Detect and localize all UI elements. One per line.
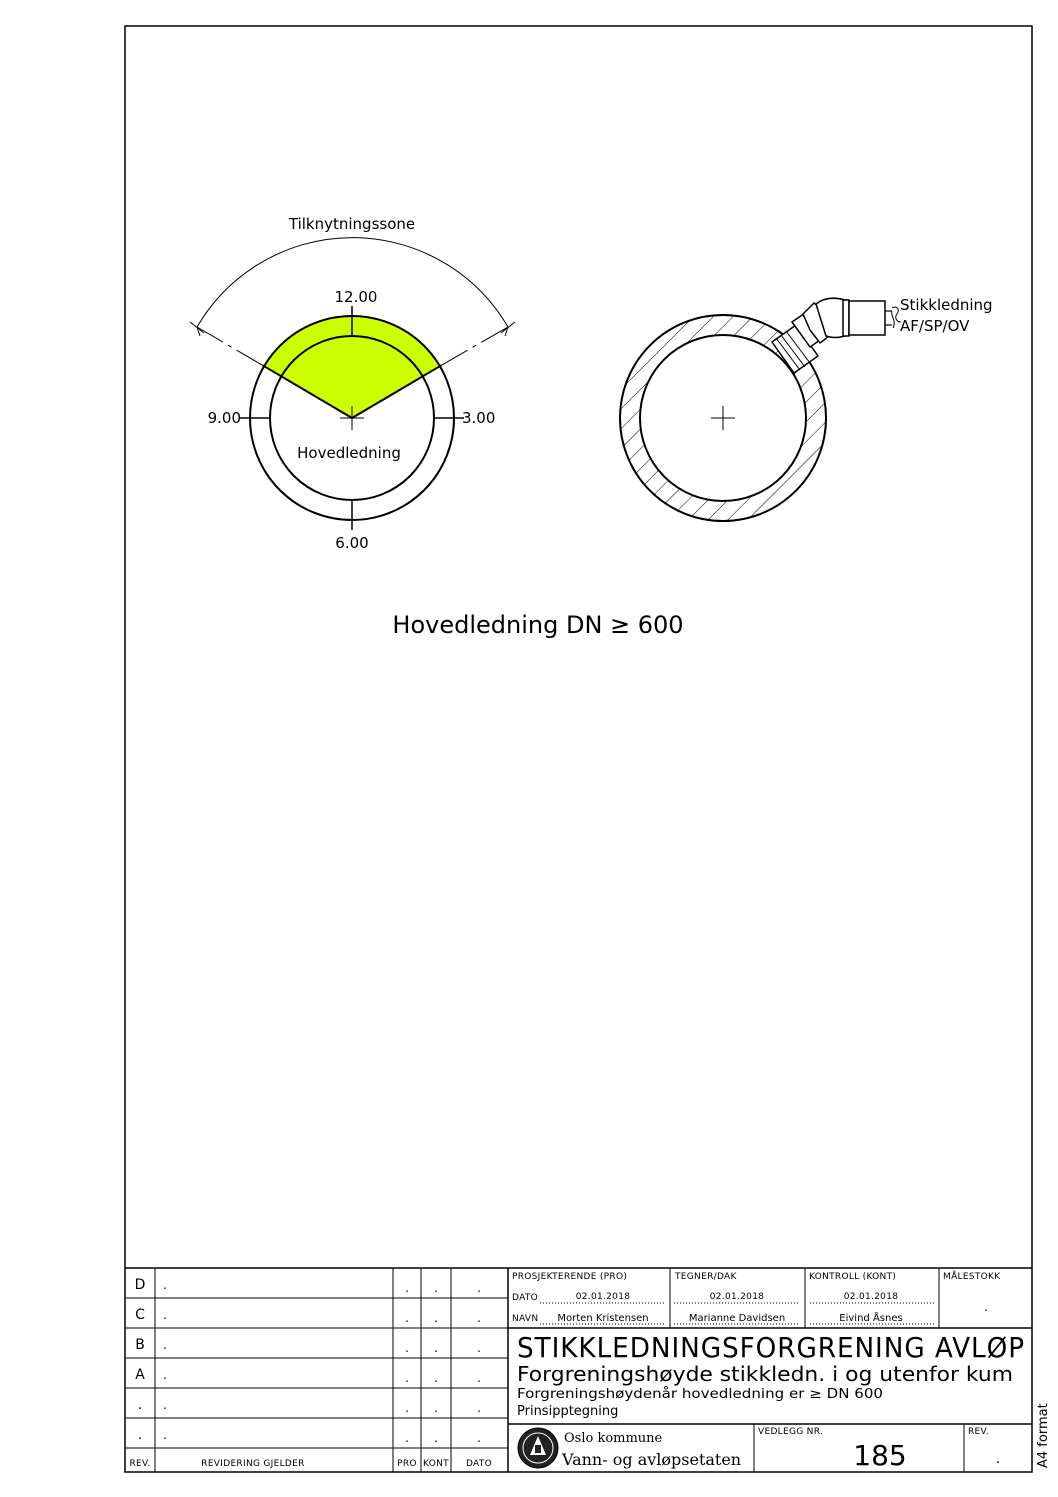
title-area	[517, 1331, 1025, 1419]
rev-row-3-id: B	[135, 1337, 145, 1353]
drawing-title: STIKKLEDNINGSFORGRENING AVLØP	[517, 1331, 1025, 1364]
rev-row-5-kont: .	[434, 1401, 438, 1415]
rev-row-5-dato: .	[477, 1401, 481, 1415]
clock-3-label: 3.00	[462, 409, 496, 427]
drawing-description-1: Forgreningshøydenår hovedledning er ≥ DN 600	[517, 1387, 883, 1402]
branch-label-line1: Stikkledning	[900, 296, 993, 314]
rev-row-5-id: .	[137, 1397, 143, 1413]
rev-row-6-text: .	[163, 1428, 167, 1442]
revision-table	[130, 1277, 493, 1469]
vedlegg-number: 185	[853, 1439, 907, 1472]
rev-row-5-text: .	[163, 1398, 167, 1412]
clock-9-label: 9.00	[207, 409, 241, 427]
dato-label: DATO	[512, 1293, 539, 1303]
rev-row-6-pro: .	[405, 1431, 409, 1445]
malestokk-header: MÅLESTOKK	[943, 1272, 1001, 1282]
org-name-1: Oslo kommune	[564, 1431, 663, 1446]
rev-row-4-kont: .	[434, 1371, 438, 1385]
rev-row-4-dato: .	[477, 1371, 481, 1385]
rev-row-2-id: C	[135, 1307, 145, 1323]
rev-row-1-text: .	[163, 1278, 167, 1292]
rev-row-1-kont: .	[434, 1281, 438, 1295]
clock-12-label: 12.00	[334, 288, 378, 306]
main-pipe-label: Hovedledning	[297, 444, 401, 462]
zone-label: Tilknytningssone	[288, 215, 416, 233]
pro-header: PROSJEKTERENDE (PRO)	[512, 1272, 628, 1282]
oslo-kommune-logo	[518, 1428, 558, 1468]
rev-row-2-kont: .	[434, 1311, 438, 1325]
drawing-caption: Hovedledning DN ≥ 600	[392, 611, 684, 639]
rev-row-4-pro: .	[405, 1371, 409, 1385]
tegner-header: TEGNER/DAK	[675, 1272, 737, 1282]
kontroll-date: 02.01.2018	[843, 1292, 899, 1302]
rev-row-2-dato: .	[477, 1311, 481, 1325]
rev-header-pro: PRO	[397, 1459, 417, 1469]
rev-row-6-id: .	[137, 1427, 143, 1443]
tegner-name: Marianne Davidsen	[688, 1313, 786, 1324]
branch-label-line2: AF/SP/OV	[900, 317, 970, 335]
org-name-2: Vann- og avløpsetaten	[562, 1450, 742, 1469]
kontroll-name: Eivind Åsnes	[839, 1313, 903, 1324]
sheet-border	[125, 26, 1032, 1472]
rev-row-3-dato: .	[477, 1341, 481, 1355]
rev-row-5-pro: .	[405, 1401, 409, 1415]
responsibility-block	[512, 1270, 1001, 1324]
format-label: A4 format	[1036, 1403, 1051, 1468]
pro-name: Morten Kristensen	[557, 1313, 649, 1324]
rev-header-rev: REV.	[129, 1459, 151, 1469]
rev-row-2-pro: .	[405, 1311, 409, 1325]
rev-row-1-dato: .	[477, 1281, 481, 1295]
rev-header-dato: DATO	[465, 1459, 493, 1469]
vedlegg-label: VEDLEGG NR.	[758, 1427, 824, 1437]
rev-header-kont: KONT	[423, 1459, 449, 1469]
rev-row-3-kont: .	[434, 1341, 438, 1355]
pro-date: 02.01.2018	[575, 1292, 631, 1302]
rev-row-1-pro: .	[405, 1281, 409, 1295]
tegner-date: 02.01.2018	[709, 1292, 765, 1302]
drawing-description-2: Prinsipptegning	[517, 1404, 619, 1419]
drawing-subtitle: Forgreningshøyde stikkledn. i og utenfor kum	[517, 1362, 1013, 1386]
rev-row-4-id: A	[135, 1367, 145, 1383]
right-pipe-diagram	[615, 296, 993, 530]
rev-row-4-text: .	[163, 1368, 167, 1382]
navn-label: NAVN	[512, 1314, 539, 1324]
branch-connection	[772, 298, 892, 373]
rev-row-6-dato: .	[477, 1431, 481, 1445]
rev-row-3-text: .	[163, 1338, 167, 1352]
malestokk-value: .	[984, 1300, 988, 1314]
rev-row-6-kont: .	[434, 1431, 438, 1445]
title-rev-value: .	[995, 1451, 1001, 1467]
rev-header-text: REVIDERING GJELDER	[201, 1459, 305, 1469]
rev-row-3-pro: .	[405, 1341, 409, 1355]
clock-6-label: 6.00	[335, 534, 369, 552]
kontroll-header: KONTROLL (KONT)	[809, 1272, 897, 1282]
rev-row-1-id: D	[134, 1277, 146, 1293]
title-rev-label: REV.	[968, 1427, 989, 1437]
rev-row-2-text: .	[163, 1308, 167, 1322]
left-pipe-diagram	[190, 215, 515, 552]
